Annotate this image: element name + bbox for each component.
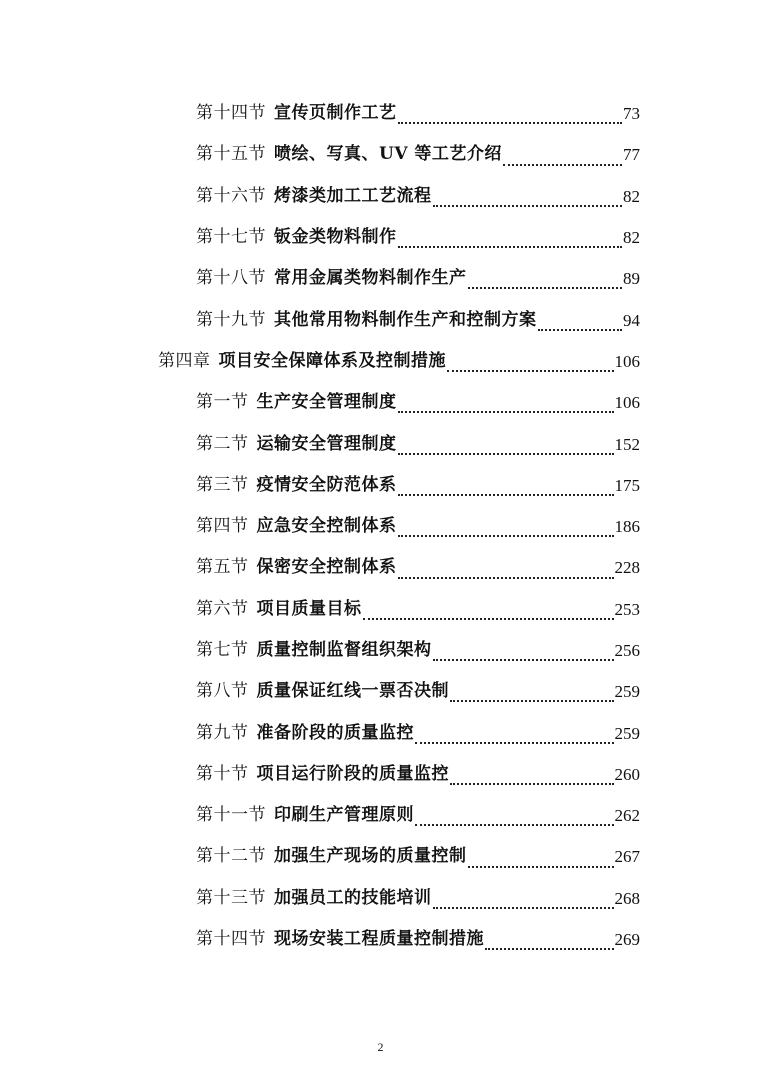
toc-entry-page: 259 <box>614 682 640 702</box>
toc-entry-page: 175 <box>614 475 640 495</box>
dot-leader <box>398 577 614 579</box>
toc-entry-number: 第八节 <box>196 681 249 702</box>
dot-leader <box>398 411 614 413</box>
toc-entry[interactable] <box>196 506 640 547</box>
toc-entry[interactable] <box>196 795 640 836</box>
toc-entry-page: 262 <box>614 806 640 826</box>
dot-leader <box>398 494 614 496</box>
dot-leader <box>485 948 614 950</box>
toc-entry[interactable] <box>196 465 640 506</box>
toc-entry-number: 第十七节 <box>196 227 266 248</box>
toc-entry-number: 第十九节 <box>196 309 266 330</box>
toc-entry-number: 第十一节 <box>196 805 266 826</box>
dot-leader <box>398 453 614 455</box>
toc-entry-number: 第十节 <box>196 763 249 784</box>
toc-entry[interactable] <box>196 754 640 795</box>
dot-leader <box>433 659 614 661</box>
toc-entry-number: 第十八节 <box>196 268 266 289</box>
toc-entry-page: 186 <box>614 517 640 537</box>
toc-entry-page: 77 <box>623 145 640 165</box>
toc-entry-page: 106 <box>614 393 640 413</box>
toc-entry[interactable] <box>196 919 640 960</box>
toc-entry[interactable] <box>196 630 640 671</box>
toc-entry-title: 其他常用物料制作生产和控制方案 <box>274 309 537 330</box>
dot-leader <box>398 122 623 124</box>
toc-entry-page: 253 <box>614 599 640 619</box>
toc-entry-number: 第二节 <box>196 433 249 454</box>
toc-entry[interactable] <box>196 589 640 630</box>
toc-entry-page: 267 <box>614 847 640 867</box>
toc-entry-title: 生产安全管理制度 <box>256 392 397 413</box>
toc-entry-page: 82 <box>623 228 640 248</box>
toc-entry-page: 256 <box>614 641 640 660</box>
toc-entry[interactable] <box>196 258 640 299</box>
toc-entry-title: 印刷生产管理原则 <box>274 805 414 826</box>
toc-entry[interactable] <box>196 878 640 919</box>
dot-leader <box>468 866 614 868</box>
toc-entry-title: 现场安装工程质量控制措施 <box>274 929 484 950</box>
toc-entry-page: 259 <box>614 723 640 743</box>
toc-entry[interactable] <box>196 671 640 712</box>
toc-entry-number: 第一节 <box>196 392 249 413</box>
dot-leader <box>450 783 614 785</box>
dot-leader <box>503 164 622 166</box>
toc-entry[interactable] <box>196 176 640 217</box>
toc-entry-number: 第四节 <box>196 516 249 537</box>
toc-entry[interactable] <box>196 217 640 258</box>
dot-leader <box>450 700 614 702</box>
toc-entry[interactable] <box>196 547 640 588</box>
toc-entry-page: 82 <box>623 186 640 206</box>
toc-entry-page: 89 <box>623 269 640 289</box>
toc-entry[interactable] <box>196 134 640 175</box>
toc-entry-number: 第三节 <box>196 474 249 495</box>
toc-entry-title: 钣金类物料制作 <box>274 227 397 248</box>
toc-entry-title: 宣传页制作工艺 <box>274 103 397 124</box>
toc-entry-page: 152 <box>614 434 640 454</box>
dot-leader <box>433 205 623 207</box>
toc-entry-page: 269 <box>614 930 640 950</box>
toc-entry-page: 94 <box>623 310 640 330</box>
toc-entry[interactable] <box>196 836 640 877</box>
toc-entry-title: 质量保证红线一票否决制 <box>256 681 449 702</box>
toc-entry-title: 项目质量目标 <box>256 598 362 619</box>
dot-leader <box>538 329 623 331</box>
toc-entry-title: 加强员工的技能培训 <box>274 887 432 908</box>
toc-entry-number: 第十四节 <box>196 103 266 124</box>
toc-entry-title: 疫情安全防范体系 <box>256 474 397 495</box>
toc-entry[interactable] <box>196 93 640 134</box>
dot-leader <box>468 287 623 289</box>
toc-entry-title: 运输安全管理制度 <box>256 433 397 454</box>
toc-entry-title: 烤漆类加工工艺流程 <box>274 185 432 206</box>
toc-entry-title: 准备阶段的质量监控 <box>256 722 414 743</box>
toc-entry-page: 73 <box>623 104 640 124</box>
toc-entry[interactable] <box>196 299 640 340</box>
toc-entry-title: 常用金属类物料制作生产 <box>274 268 467 289</box>
toc-entry-number: 第五节 <box>196 557 249 578</box>
toc-entry[interactable] <box>196 712 640 753</box>
dot-leader <box>398 535 614 537</box>
toc-entry-number: 第十五节 <box>196 144 266 165</box>
dot-leader <box>363 618 614 620</box>
toc-entry-title: 项目运行阶段的质量监控 <box>256 763 449 784</box>
toc-entry[interactable] <box>196 382 640 423</box>
toc-entry[interactable] <box>196 423 640 464</box>
toc-entry-number: 第十三节 <box>196 887 266 908</box>
toc-entry-number: 第七节 <box>196 640 249 660</box>
toc-entry-number: 第十六节 <box>196 185 266 206</box>
toc-chapter-entry[interactable] <box>158 341 640 382</box>
dot-leader <box>415 742 614 744</box>
dot-leader <box>398 246 623 248</box>
toc-entry-number: 第十二节 <box>196 846 266 867</box>
toc-entry-number: 第六节 <box>196 598 249 619</box>
table-of-contents <box>0 93 761 960</box>
page-number: 2 <box>377 1040 384 1054</box>
dot-leader <box>447 370 614 372</box>
toc-entry-title: 质量控制监督组织架构 <box>256 640 432 660</box>
toc-entry-title: 保密安全控制体系 <box>256 557 397 578</box>
toc-entry-page: 106 <box>614 351 640 371</box>
toc-entry-title: 加强生产现场的质量控制 <box>274 846 467 867</box>
toc-entry-number: 第九节 <box>196 722 249 743</box>
toc-entry-number: 第十四节 <box>196 929 266 950</box>
toc-entry-page: 260 <box>614 764 640 784</box>
toc-entry-page: 228 <box>614 558 640 578</box>
toc-entry-number: 第四章 <box>158 350 211 371</box>
dot-leader <box>415 824 614 826</box>
toc-entry-title: 应急安全控制体系 <box>256 516 397 537</box>
toc-entry-page: 268 <box>614 888 640 908</box>
toc-entry-title: 项目安全保障体系及控制措施 <box>218 350 446 371</box>
dot-leader <box>433 907 614 909</box>
toc-entry-title: 喷绘、写真、UV 等工艺介绍 <box>274 144 502 165</box>
